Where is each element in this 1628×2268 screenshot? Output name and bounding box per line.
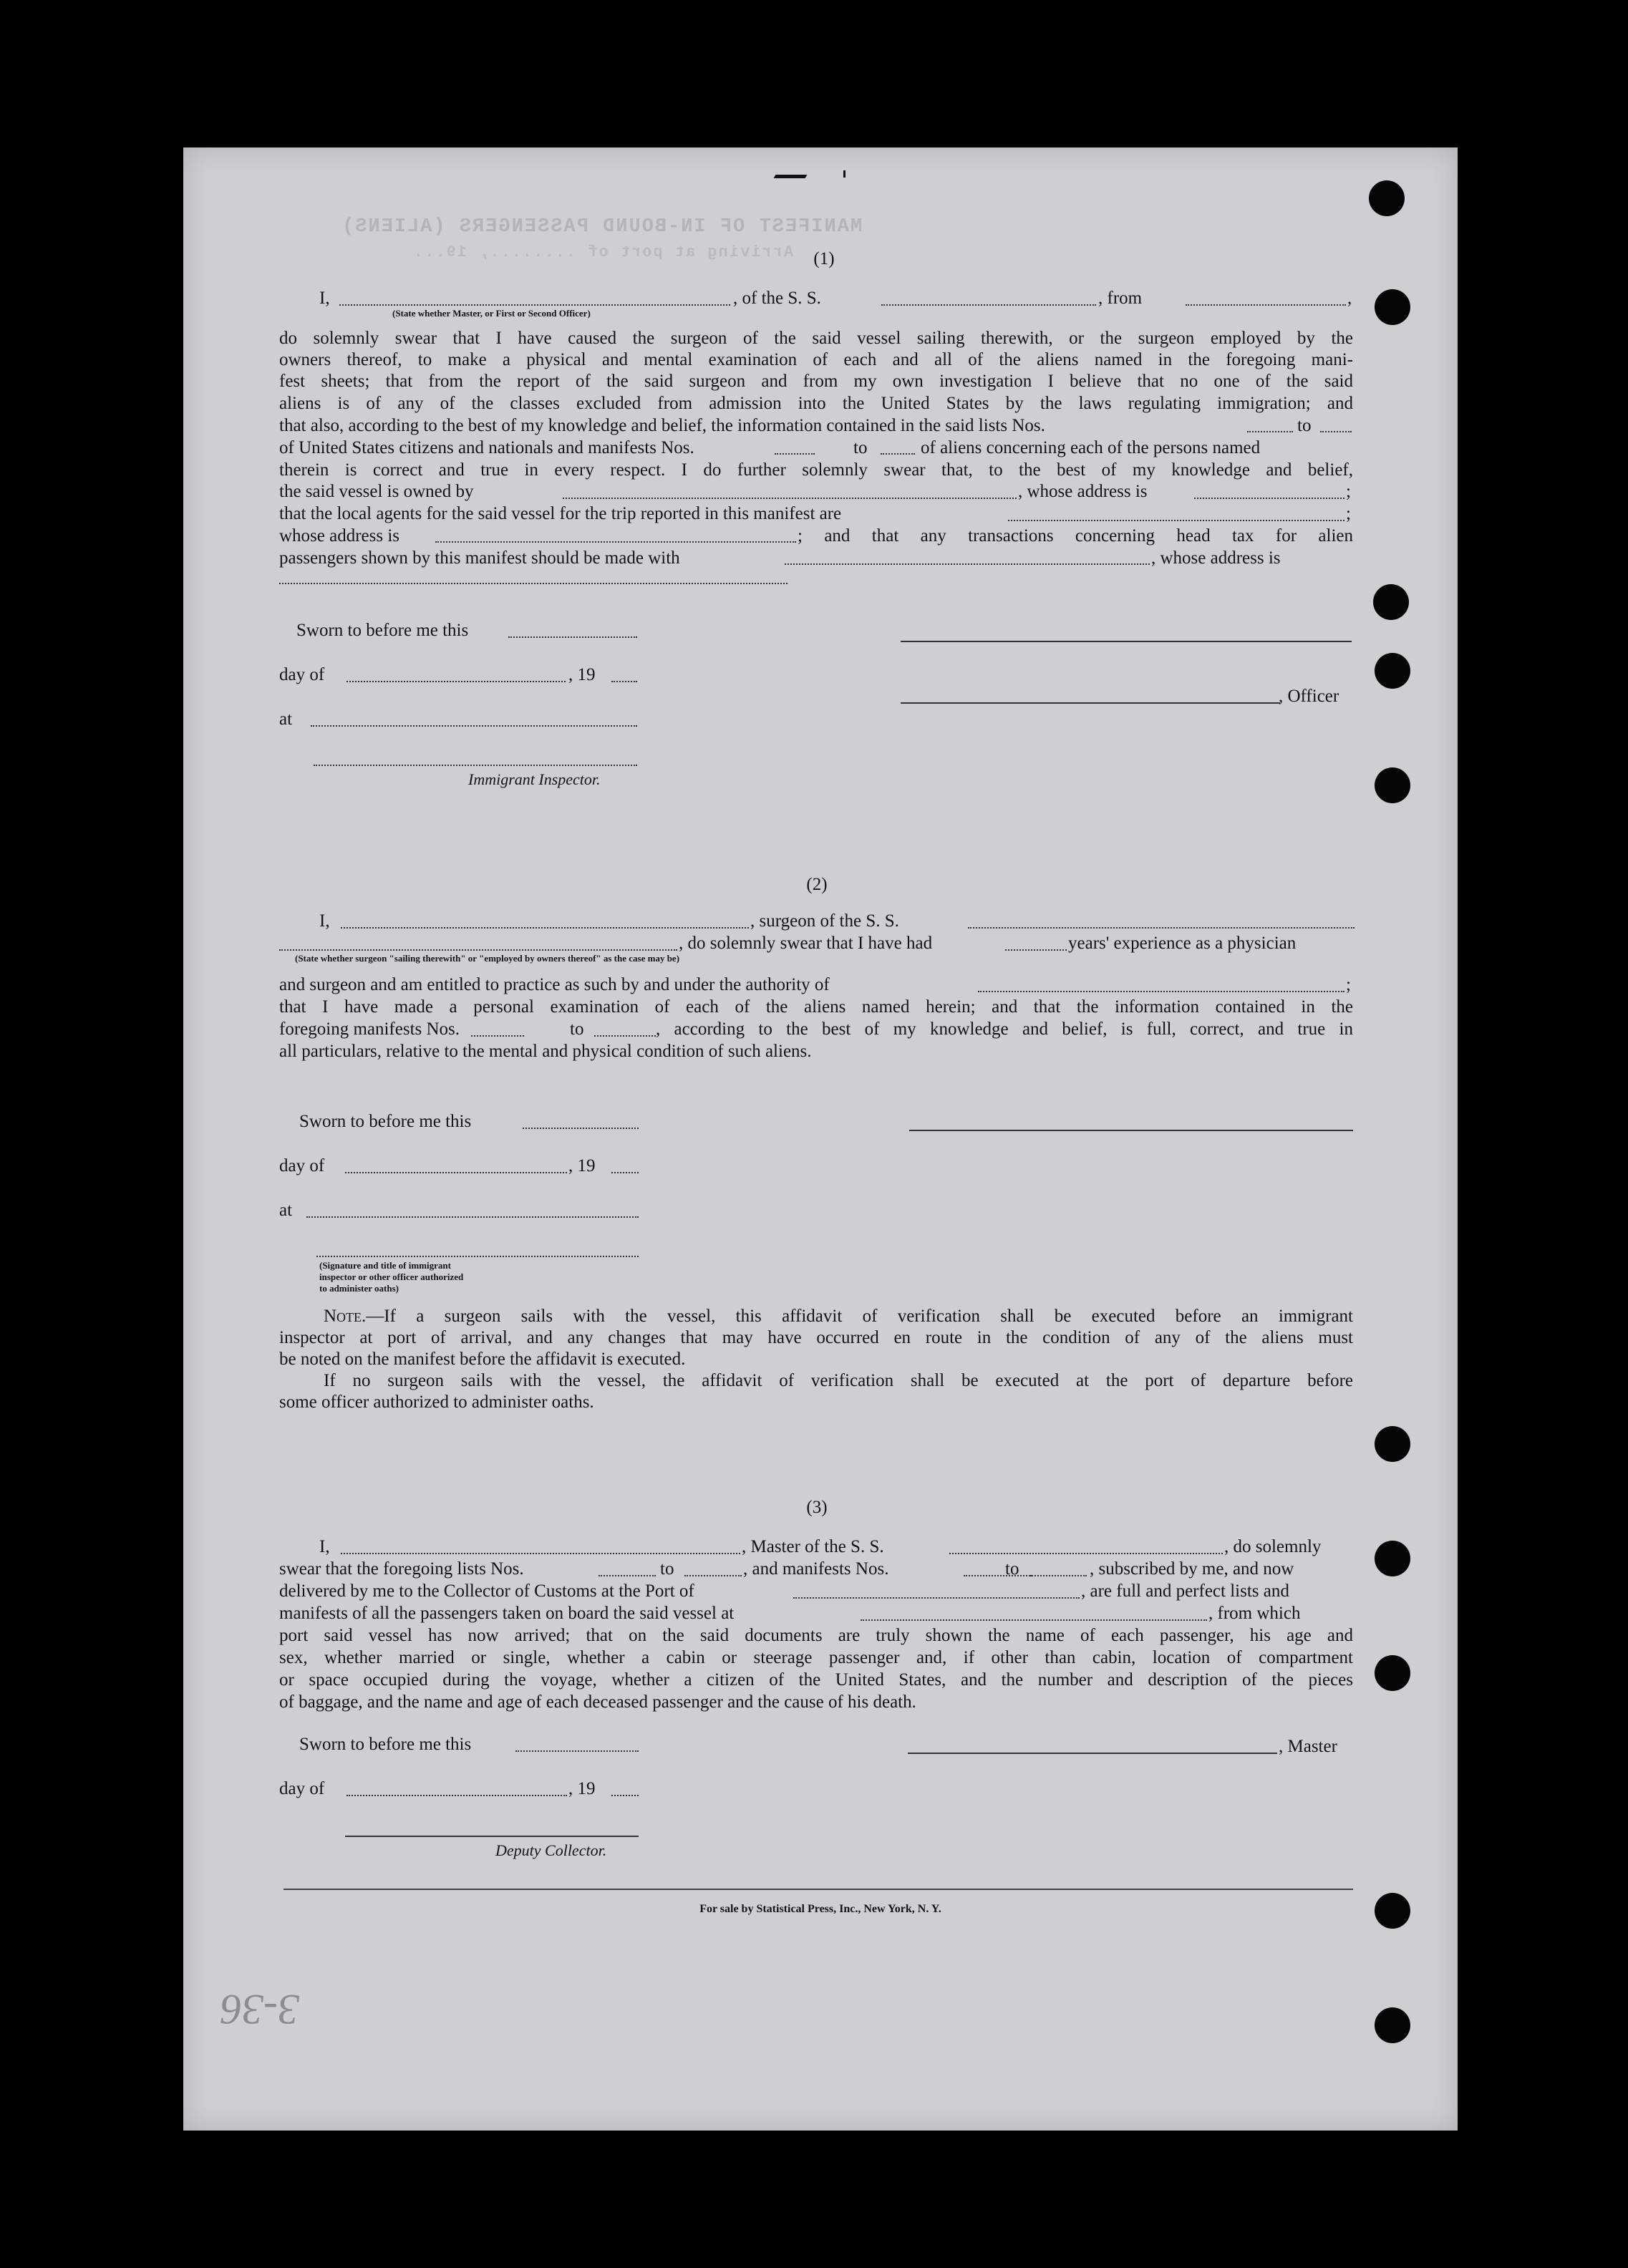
s3-paragraph-line: sex, whether married or single, whether a cabin or steerage passenger and, if other than cabin, location of compartment xyxy=(279,1648,1353,1667)
to-label: to xyxy=(1297,416,1312,435)
master-of-label: , Master of the S. S. xyxy=(742,1537,884,1556)
to-label: to xyxy=(1005,1559,1019,1579)
punch-hole xyxy=(1373,584,1409,620)
to-label: to xyxy=(660,1559,674,1579)
footer-printer: For sale by Statistical Press, Inc., New York, N. Y. xyxy=(699,1903,941,1915)
ship-name-field[interactable] xyxy=(881,304,1096,306)
boarding-port-field[interactable] xyxy=(861,1619,1207,1621)
s2-sworn-place-field[interactable] xyxy=(306,1216,639,1218)
at-label: at xyxy=(279,709,293,729)
s3-paragraph-line: port said vessel has now arrived; that on the said documents are truly shown the name of each passenger, his age and xyxy=(279,1626,1353,1645)
punch-hole xyxy=(1375,1655,1410,1691)
ink-mark xyxy=(843,170,846,178)
of-aliens-text: of aliens concerning each of the persons named xyxy=(921,438,1261,457)
s3-lists-to-field[interactable] xyxy=(684,1575,742,1576)
s3-line: , from which xyxy=(1208,1604,1301,1623)
note-line: be noted on the manifest before the affidavit is executed. xyxy=(279,1349,686,1369)
sworn-label: Sworn to before me this xyxy=(299,1112,472,1131)
section-1-paragraph-line: fest sheets; that from the report of the said surgeon and from my own investigation I believe that no one of the said xyxy=(279,372,1353,391)
to-label: to xyxy=(570,1019,584,1039)
day-of-label: day of xyxy=(279,1779,325,1798)
lists-from-field[interactable] xyxy=(1247,431,1293,432)
sworn-label: Sworn to before me this xyxy=(299,1735,472,1754)
s3-sworn-month-field[interactable] xyxy=(347,1795,567,1796)
section-1-paragraph-line: therein is correct and true in every respect. I do further solemnly swear that, to the best of my knowledge and belief, xyxy=(279,460,1353,480)
section-2-number: (2) xyxy=(806,875,828,894)
section-1-paragraph-line: that also, according to the best of my knowledge and belief, the information contained in the said lists Nos. xyxy=(279,416,1045,435)
note-line: If no surgeon sails with the vessel, the affidavit of verification shall be executed at the port of departure before xyxy=(324,1371,1353,1390)
s3-sworn-year-field[interactable] xyxy=(611,1795,639,1796)
note-line: inspector at port of arrival, and any changes that may have occurred en route in the condition of any of the aliens must xyxy=(279,1328,1353,1347)
s3-paragraph-line: or space occupied during the voyage, whether a citizen of the United States, and the number and description of the pieces xyxy=(279,1670,1353,1690)
surgeon-status-field[interactable] xyxy=(279,949,677,951)
sworn-place-field[interactable] xyxy=(311,725,637,727)
section-1-title-hint: (State whether Master, or First or Second Officer) xyxy=(392,308,591,319)
master-label: , Master xyxy=(1279,1737,1337,1756)
from-label: , from xyxy=(1098,289,1143,308)
sworn-label: Sworn to before me this xyxy=(296,621,469,640)
manifests-to-field[interactable] xyxy=(881,453,915,455)
handwritten-note: 3-36 xyxy=(221,1986,299,2033)
note-line xyxy=(324,1306,1353,1328)
ink-mark xyxy=(774,175,808,178)
year-label: , 19 xyxy=(568,1156,596,1176)
inspector-label: Immigrant Inspector. xyxy=(468,770,601,788)
officer-signature-line[interactable] xyxy=(901,702,1280,704)
s3-manifests-from-field[interactable] xyxy=(964,1575,1032,1576)
s3-sworn-day-field[interactable] xyxy=(515,1750,639,1752)
manifest-page xyxy=(183,147,1458,2131)
from-port-field[interactable] xyxy=(1186,304,1346,306)
s3-line: manifests of all the passengers taken on board the said vessel at xyxy=(279,1604,735,1623)
master-name-field[interactable] xyxy=(341,1553,740,1554)
section-2-paragraph-line: and surgeon and am entitled to practice as such by and under the authority of xyxy=(279,975,830,994)
lists-to-field[interactable] xyxy=(1320,431,1352,432)
day-of-label: day of xyxy=(279,665,325,684)
whose-address-label: , whose address is xyxy=(1018,482,1148,501)
owner-field[interactable] xyxy=(563,498,1017,499)
section-1-paragraph-line: aliens is of any of the classes excluded from admission into the United States by the laws regulating immigration; and xyxy=(279,394,1353,413)
s3-line: swear that the foregoing lists Nos. xyxy=(279,1559,524,1579)
punch-hole xyxy=(1375,2007,1410,2043)
section-2-paragraph-line: that I have made a personal examination of each of the aliens named herein; and that the information contained in the xyxy=(279,997,1353,1017)
s3-line: delivered by me to the Collector of Customs at the Port of xyxy=(279,1581,694,1601)
s3-manifests-to-field[interactable] xyxy=(1029,1575,1087,1576)
s3-paragraph-line: of baggage, and the name and age of each deceased passenger and the cause of his death. xyxy=(279,1692,916,1712)
surgeon-status-hint: (State whether surgeon "sailing therewith" or "employed by owners thereof" as the case may be) xyxy=(295,953,680,964)
solemnly-label: , do solemnly swear that I have had xyxy=(679,934,933,953)
semicolon: ; xyxy=(1346,975,1351,994)
semicolon: ; xyxy=(1346,504,1351,523)
sworn-year-field[interactable] xyxy=(611,681,637,682)
s2-sworn-month-field[interactable] xyxy=(345,1172,567,1173)
years-field[interactable] xyxy=(1005,949,1067,951)
surgeon-ship-field[interactable] xyxy=(968,927,1355,929)
section-2-paragraph-line: all particulars, relative to the mental and physical condition of such aliens. xyxy=(279,1042,812,1061)
s2-sworn-year-field[interactable] xyxy=(611,1172,639,1173)
punch-hole xyxy=(1375,653,1410,689)
section-2-paragraph-line: foregoing manifests Nos. xyxy=(279,1019,460,1039)
surgeon-name-field[interactable] xyxy=(341,927,749,929)
inspector-signature-field[interactable] xyxy=(314,765,637,766)
years-experience-label: years' experience as a physician xyxy=(1068,934,1297,953)
s3-line: , subscribed by me, and now xyxy=(1090,1559,1294,1579)
section-2-paragraph-line: , according to the best of my knowledge and belief, is full, correct, and true in xyxy=(656,1019,1353,1039)
whose-address-end: , whose address is xyxy=(1151,548,1281,568)
year-label: , 19 xyxy=(568,1779,596,1798)
signature-line[interactable] xyxy=(901,641,1352,642)
s2-manifests-from-field[interactable] xyxy=(471,1035,524,1037)
section-1-number: (1) xyxy=(813,249,835,268)
local-agents-field[interactable] xyxy=(1008,520,1344,521)
year-label: , 19 xyxy=(568,665,596,684)
signature-hint: (Signature and title of immigrant inspector or other officer authorized to administer oaths) xyxy=(319,1260,464,1294)
section-1-paragraph-line: do solemnly swear that I have caused the surgeon of the said vessel sailing therewith, or the surgeon employed by the xyxy=(279,329,1353,348)
deputy-label: Deputy Collector. xyxy=(495,1841,607,1859)
punch-hole xyxy=(1375,289,1410,325)
manifests-from-field[interactable] xyxy=(775,453,815,455)
section-1-paragraph-line: passengers shown by this manifest should be made with xyxy=(279,548,680,568)
master-ship-field[interactable] xyxy=(949,1553,1223,1554)
s2-sworn-day-field[interactable] xyxy=(523,1128,639,1129)
section-3-number: (3) xyxy=(806,1498,828,1517)
s3-lists-from-field[interactable] xyxy=(599,1575,656,1576)
s2-signature-field[interactable] xyxy=(316,1256,639,1257)
authority-field[interactable] xyxy=(978,991,1344,992)
deputy-signature-line[interactable] xyxy=(345,1836,639,1837)
section-1-paragraph-line: that the local agents for the said vessel for the trip reported in this manifest are xyxy=(279,504,842,523)
surgeon-of-label: , surgeon of the S. S. xyxy=(750,911,899,931)
officer-name-field[interactable] xyxy=(339,304,730,306)
punch-hole xyxy=(1369,180,1405,216)
section-2-i-label: I, xyxy=(319,911,330,931)
semicolon: ; xyxy=(1346,482,1351,501)
at-label: at xyxy=(279,1201,293,1220)
section-1-paragraph-line: the said vessel is owned by xyxy=(279,482,474,501)
owner-address-field[interactable] xyxy=(1194,498,1344,499)
punch-hole xyxy=(1375,1426,1410,1462)
footer-rule xyxy=(284,1889,1353,1890)
surgeon-signature-line[interactable] xyxy=(909,1130,1353,1131)
section-3-i-label: I, xyxy=(319,1537,330,1556)
of-ss-label: , of the S. S. xyxy=(733,289,821,308)
note-line: some officer authorized to administer oaths. xyxy=(279,1392,594,1412)
master-signature-line[interactable] xyxy=(908,1753,1277,1754)
section-1-paragraph-line: owners thereof, to make a physical and mental examination of each and all of the aliens named in the foregoing mani- xyxy=(279,350,1353,369)
to-label: to xyxy=(853,438,868,457)
sworn-month-field[interactable] xyxy=(347,681,566,682)
punch-hole xyxy=(1375,1893,1410,1929)
punch-hole xyxy=(1375,1541,1410,1576)
s3-line: , are full and perfect lists and xyxy=(1081,1581,1289,1601)
agents-address-field[interactable] xyxy=(435,541,796,543)
section-1-i-label: I, xyxy=(319,289,330,308)
do-solemnly-label: , do solemnly xyxy=(1224,1537,1322,1556)
head-tax-contact-field[interactable] xyxy=(785,563,1150,565)
day-of-label: day of xyxy=(279,1156,325,1176)
officer-label: , Officer xyxy=(1279,687,1339,706)
note-line-text: —If a surgeon sails with the vessel, this affidavit of verification shall be executed before an immigrant xyxy=(366,1307,1353,1326)
note-label: Note. xyxy=(324,1307,367,1326)
bleed-through-subtitle: Arriving at port of ........, 19... xyxy=(412,243,794,261)
bleed-through-title: MANIFEST OF IN-BOUND PASSENGERS (ALIENS) xyxy=(341,216,863,238)
head-tax-address-field[interactable] xyxy=(279,583,788,584)
s3-line: , and manifests Nos. xyxy=(743,1559,889,1579)
section-1-paragraph-line: of United States citizens and nationals and manifests Nos. xyxy=(279,438,694,457)
comma: , xyxy=(1347,289,1352,308)
s2-manifests-to-field[interactable] xyxy=(594,1035,656,1037)
customs-port-field[interactable] xyxy=(793,1597,1080,1599)
sworn-day-field[interactable] xyxy=(508,636,637,638)
punch-hole xyxy=(1375,767,1410,803)
section-1-paragraph-line: whose address is xyxy=(279,526,400,546)
head-tax-text: ; and that any transactions concerning head tax for alien xyxy=(798,526,1353,546)
